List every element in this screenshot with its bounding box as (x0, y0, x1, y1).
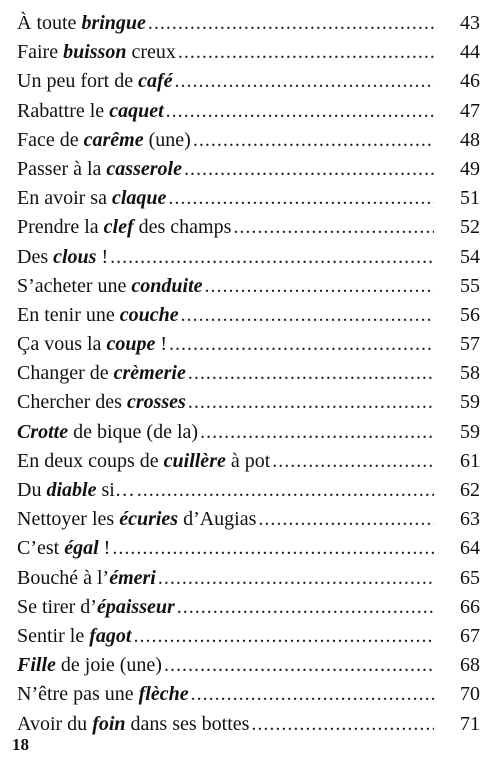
toc-keyword: crosses (126, 391, 186, 414)
dot-leader (169, 330, 434, 359)
toc-text: à pot (225, 449, 271, 472)
dot-leader (193, 126, 434, 155)
toc-page-number: 56 (460, 303, 480, 326)
toc-keyword: clous (53, 245, 97, 268)
toc-text: Du (17, 479, 47, 501)
toc-text: Se tirer d’ (17, 595, 97, 618)
toc-text: ! (98, 537, 111, 560)
toc-page-number: 59 (460, 420, 480, 443)
toc-keyword: carême (83, 128, 144, 151)
toc-entry-title (17, 97, 164, 126)
toc-entry-title (17, 680, 189, 709)
dot-leader (137, 476, 434, 505)
toc-page-number: 67 (460, 624, 480, 647)
toc-text: si… (96, 479, 135, 501)
dot-leader (158, 564, 434, 593)
toc-entry (17, 680, 480, 709)
toc-entry (17, 505, 480, 534)
toc-entry (17, 213, 480, 242)
toc-page-number: 47 (460, 99, 480, 122)
toc-entry-title (17, 272, 203, 301)
toc-text: Bouché à l’ (17, 566, 110, 589)
toc-page-number: 68 (460, 654, 480, 677)
toc-text: Face de (17, 128, 84, 151)
toc-text: de joie (une) (55, 654, 162, 677)
toc-keyword: coupe (106, 333, 156, 356)
dot-leader (178, 38, 434, 67)
toc-keyword: buisson (63, 41, 127, 64)
toc-keyword: couche (119, 303, 179, 326)
toc-entry-title (17, 243, 108, 272)
toc-keyword: écuries (119, 508, 179, 531)
toc-keyword: diable (46, 479, 97, 501)
toc-entry-title (17, 710, 249, 739)
toc-text: dans ses bottes (125, 712, 250, 735)
toc-page-number: 64 (460, 537, 480, 560)
dot-leader (110, 243, 434, 272)
toc-entry (17, 243, 480, 272)
toc-keyword: Fille (17, 654, 56, 677)
toc-entry-title (17, 184, 166, 213)
toc-text: de bique (de la) (68, 420, 199, 443)
toc-keyword: clef (103, 216, 134, 239)
toc-page-number: 52 (460, 216, 480, 239)
dot-leader (166, 97, 434, 126)
toc-page-number: 55 (460, 274, 480, 297)
toc-text: Des (17, 245, 54, 268)
toc-keyword: flèche (138, 683, 189, 706)
dot-leader (177, 593, 434, 622)
toc-entry-title (17, 330, 167, 359)
toc-page-number: 66 (460, 595, 480, 618)
toc-entry (17, 301, 480, 330)
toc-entry (17, 418, 480, 447)
toc-keyword: épaisseur (96, 595, 175, 618)
toc-entry (17, 97, 480, 126)
toc-entry (17, 184, 480, 213)
toc-text: (une) (143, 128, 191, 151)
toc-entry-title (17, 155, 182, 184)
toc-keyword: claque (111, 187, 167, 210)
toc-entry-title (17, 388, 186, 417)
toc-entry-title (17, 359, 186, 388)
toc-page-number: 49 (460, 157, 480, 180)
toc-text: des champs (133, 216, 232, 239)
dot-leader (181, 301, 434, 330)
toc-entry (17, 388, 480, 417)
toc-page-number: 58 (460, 362, 480, 385)
toc-entry (17, 9, 480, 38)
toc-page-number: 51 (460, 187, 480, 210)
toc-keyword: crèmerie (113, 362, 186, 385)
toc-entry-title (17, 476, 135, 505)
toc-entry (17, 564, 480, 593)
toc-page-number: 48 (460, 128, 480, 151)
toc-text: Nettoyer les (17, 508, 120, 531)
toc-keyword: émeri (109, 566, 156, 589)
toc-page-number: 61 (460, 449, 480, 472)
toc-text: Sentir le (17, 624, 90, 647)
toc-entry-title (17, 67, 173, 96)
toc-page-number: 44 (460, 41, 480, 64)
toc-keyword: café (138, 70, 173, 93)
dot-leader (148, 9, 434, 38)
toc-entry-title (17, 534, 110, 563)
toc-page-number: 70 (460, 683, 480, 706)
toc-entry-title (17, 9, 146, 38)
toc-keyword: casserole (106, 157, 182, 180)
toc-keyword: fagot (89, 624, 132, 647)
toc-text: Changer de (17, 362, 114, 385)
toc-text: d’Augias (178, 508, 257, 531)
dot-leader (184, 155, 434, 184)
toc-keyword: conduite (131, 274, 203, 297)
toc-text: ! (96, 245, 109, 268)
toc-page-number: 57 (460, 333, 480, 356)
toc-keyword: foin (92, 712, 126, 735)
toc-entry-title (17, 651, 162, 680)
toc-page-number: 62 (460, 479, 480, 501)
toc-page-number: 65 (460, 566, 480, 589)
toc-text: Chercher des (17, 391, 127, 414)
toc-text: En avoir sa (17, 187, 112, 210)
toc-text: Avoir du (17, 712, 93, 735)
dot-leader (164, 651, 434, 680)
toc-text: À toute (17, 12, 82, 34)
page-folio: 18 (12, 735, 29, 754)
dot-leader (205, 272, 434, 301)
toc-entry-title (17, 126, 191, 155)
toc-text: En deux coups de (17, 449, 164, 472)
toc-page-number: 46 (460, 70, 480, 93)
toc-entry-title (17, 301, 179, 330)
toc-page-number: 54 (460, 245, 480, 268)
toc-keyword: égal (64, 537, 99, 560)
toc-entry (17, 622, 480, 651)
dot-leader (272, 447, 434, 476)
toc-keyword: cuillère (163, 449, 226, 472)
toc-text: C’est (17, 537, 65, 560)
toc-entry (17, 447, 480, 476)
toc-entry-title (17, 505, 256, 534)
dot-leader (258, 505, 434, 534)
table-of-contents (17, 9, 480, 739)
toc-entry-title (17, 622, 131, 651)
toc-text: Rabattre le (17, 99, 110, 122)
toc-text: Un peu fort de (17, 70, 139, 93)
toc-entry-title (17, 447, 270, 476)
dot-leader (251, 710, 434, 739)
toc-text: Prendre la (17, 216, 104, 239)
toc-page-number: 43 (460, 12, 480, 34)
toc-entry (17, 155, 480, 184)
toc-keyword: bringue (81, 12, 146, 34)
toc-entry-title (17, 213, 231, 242)
dot-leader (188, 359, 434, 388)
dot-leader (168, 184, 434, 213)
toc-entry (17, 67, 480, 96)
toc-page-number: 59 (460, 391, 480, 414)
toc-entry (17, 359, 480, 388)
toc-keyword: Crotte (17, 420, 69, 443)
toc-entry (17, 476, 480, 505)
dot-leader (188, 388, 434, 417)
toc-text: S’acheter une (17, 274, 132, 297)
toc-text: En tenir une (17, 303, 120, 326)
toc-entry (17, 38, 480, 67)
toc-entry-title (17, 418, 198, 447)
dot-leader (175, 67, 435, 96)
toc-entry (17, 651, 480, 680)
toc-entry (17, 330, 480, 359)
dot-leader (200, 418, 434, 447)
toc-text: creux (126, 41, 176, 64)
toc-entry (17, 534, 480, 563)
toc-text: N’être pas une (17, 683, 139, 706)
toc-text: Passer à la (17, 157, 107, 180)
toc-text: ! (155, 333, 167, 356)
toc-keyword: caquet (109, 99, 164, 122)
dot-leader (112, 534, 434, 563)
toc-entry (17, 593, 480, 622)
toc-page-number: 71 (460, 712, 480, 735)
toc-entry-title (17, 593, 175, 622)
toc-entry-title (17, 38, 176, 67)
dot-leader (133, 622, 434, 651)
toc-entry (17, 710, 480, 739)
toc-page-number: 63 (460, 508, 480, 531)
toc-entry-title (17, 564, 156, 593)
toc-entry (17, 272, 480, 301)
toc-text: Faire (17, 41, 64, 64)
toc-text: Ça vous la (17, 333, 107, 356)
dot-leader (191, 680, 434, 709)
toc-entry (17, 126, 480, 155)
dot-leader (233, 213, 434, 242)
